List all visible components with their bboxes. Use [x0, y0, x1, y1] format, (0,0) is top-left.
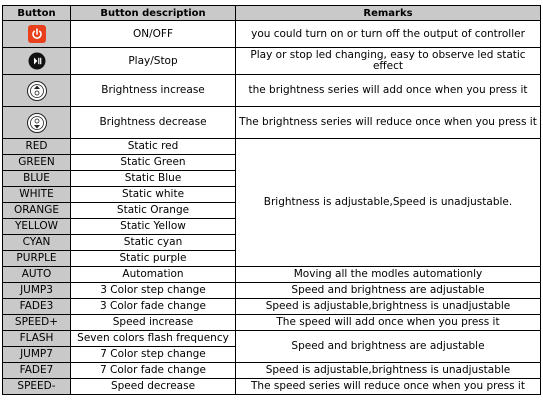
button-code-white: WHITE	[3, 187, 71, 203]
description-cell: Static white	[71, 187, 236, 203]
button-function-table	[2, 5, 541, 395]
header-description: Button description	[71, 6, 236, 21]
table-row	[3, 75, 541, 107]
button-code-fade7: FADE7	[3, 363, 71, 379]
brightness-down-button-cell	[3, 107, 71, 139]
table-row	[3, 299, 541, 315]
description-cell: Automation	[71, 267, 236, 283]
remark-cell: Play or stop led changing, easy to observe led static effect	[236, 48, 541, 75]
table-row	[3, 107, 541, 139]
table-row	[3, 315, 541, 331]
description-cell: 3 Color step change	[71, 283, 236, 299]
button-code-green: GREEN	[3, 155, 71, 171]
button-code-speed-plus: SPEED+	[3, 315, 71, 331]
description-cell: Static Green	[71, 155, 236, 171]
button-code-fade3: FADE3	[3, 299, 71, 315]
remark-cell: the brightness series will add once when you press it	[236, 75, 541, 107]
header-remarks: Remarks	[236, 6, 541, 21]
remark-jump3: Speed and brightness are adjustable	[236, 283, 541, 299]
description-cell: Static Yellow	[71, 219, 236, 235]
description-cell: 7 Color step change	[71, 347, 236, 363]
remark-fade7: Speed is adjustable,brightness is unadjustable	[236, 363, 541, 379]
button-code-red: RED	[3, 139, 71, 155]
button-code-jump7: JUMP7	[3, 347, 71, 363]
power-icon	[27, 24, 47, 44]
table-row	[3, 283, 541, 299]
button-code-blue: BLUE	[3, 171, 71, 187]
brightness-up-icon	[26, 80, 48, 102]
description-cell: ON/OFF	[71, 21, 236, 48]
play-pause-icon	[27, 51, 47, 71]
button-code-purple: PURPLE	[3, 251, 71, 267]
header-button: Button	[3, 6, 71, 21]
remark-flash-jump7: Speed and brightness are adjustable	[236, 331, 541, 363]
description-cell: Static Orange	[71, 203, 236, 219]
brightness-up-button-cell	[3, 75, 71, 107]
description-cell: Seven colors flash frequency	[71, 331, 236, 347]
header-row	[3, 6, 541, 21]
remark-static-colors: Brightness is adjustable,Speed is unadjustable.	[236, 139, 541, 267]
table-row	[3, 379, 541, 395]
table-row	[3, 331, 541, 347]
button-code-jump3: JUMP3	[3, 283, 71, 299]
button-code-yellow: YELLOW	[3, 219, 71, 235]
description-cell: Static cyan	[71, 235, 236, 251]
button-code-speed-minus: SPEED-	[3, 379, 71, 395]
play-stop-button-cell	[3, 48, 71, 75]
remark-auto: Moving all the modles automationly	[236, 267, 541, 283]
power-button-cell	[3, 21, 71, 48]
description-cell: Static purple	[71, 251, 236, 267]
brightness-down-icon	[26, 112, 48, 134]
description-cell: Brightness increase	[71, 75, 236, 107]
button-code-flash: FLASH	[3, 331, 71, 347]
description-cell: 7 Color fade change	[71, 363, 236, 379]
table-row	[3, 139, 541, 155]
table-row	[3, 48, 541, 75]
button-code-auto: AUTO	[3, 267, 71, 283]
remark-speed-minus: The speed series will reduce once when you press it	[236, 379, 541, 395]
remark-cell: The brightness series will reduce once when you press it	[236, 107, 541, 139]
table-row	[3, 21, 541, 48]
description-cell: Brightness decrease	[71, 107, 236, 139]
remark-speed-plus: The speed will add once when you press it	[236, 315, 541, 331]
description-cell: Speed decrease	[71, 379, 236, 395]
description-cell: Play/Stop	[71, 48, 236, 75]
description-cell: 3 Color fade change	[71, 299, 236, 315]
button-code-cyan: CYAN	[3, 235, 71, 251]
table-row	[3, 267, 541, 283]
description-cell: Static red	[71, 139, 236, 155]
remark-fade3: Speed is adjustable,brightness is unadjustable	[236, 299, 541, 315]
button-code-orange: ORANGE	[3, 203, 71, 219]
remark-cell: you could turn on or turn off the output of controller	[236, 21, 541, 48]
table-row	[3, 363, 541, 379]
description-cell: Static Blue	[71, 171, 236, 187]
description-cell: Speed increase	[71, 315, 236, 331]
